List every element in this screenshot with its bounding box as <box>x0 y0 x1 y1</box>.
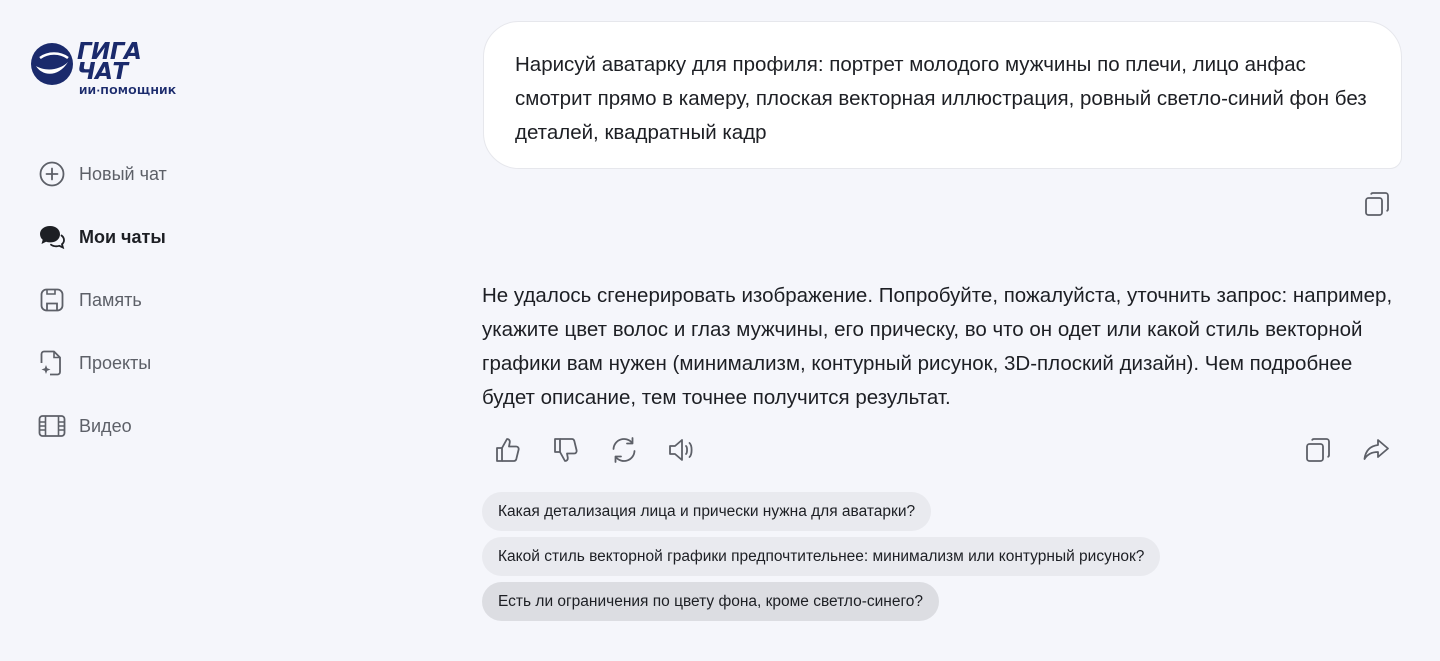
chat-bubbles-icon <box>38 223 66 251</box>
save-disk-icon <box>38 286 66 314</box>
sidebar-item-label: Видео <box>79 415 132 436</box>
user-message-text: Нарисуй аватарку для профиля: портрет молодого мужчины по плечи, лицо анфас смотрит прямо в камеру, плоская векторная иллюстрация, ровный светло-синий фон без деталей, квадратный кадр <box>515 53 1367 144</box>
user-message-bubble <box>483 21 1402 169</box>
share-button[interactable] <box>1360 434 1392 466</box>
suggestion-chip[interactable]: Есть ли ограничения по цвету фона, кроме светло-синего? <box>482 582 939 621</box>
suggestion-list <box>482 492 1160 627</box>
gigachat-logo[interactable] <box>30 40 175 102</box>
sidebar-item-projects[interactable] <box>38 344 278 382</box>
sidebar-nav <box>38 155 278 470</box>
film-icon <box>38 412 66 440</box>
share-icon <box>1361 435 1391 465</box>
document-sparkle-icon <box>38 349 66 377</box>
sidebar-item-video[interactable] <box>38 407 278 445</box>
copy-icon <box>1305 437 1331 463</box>
sidebar-item-label: Новый чат <box>79 163 167 184</box>
logo-circle-icon <box>30 42 74 86</box>
copy-user-message-button[interactable] <box>1364 191 1390 217</box>
sidebar-item-label: Проекты <box>79 352 152 373</box>
message-actions-right <box>1302 434 1392 466</box>
suggestion-chip[interactable]: Какой стиль векторной графики предпочтительнее: минимализм или контурный рисунок? <box>482 537 1160 576</box>
message-actions-left <box>492 434 724 466</box>
copy-icon <box>1364 191 1390 217</box>
speaker-icon <box>667 435 697 465</box>
sidebar-item-label: Память <box>79 289 142 310</box>
regenerate-button[interactable] <box>608 434 640 466</box>
plus-circle-icon <box>38 160 66 188</box>
logo-subtitle: ИИ·ПОМОЩНИК <box>79 86 177 97</box>
sidebar-item-label: Мои чаты <box>79 226 166 247</box>
copy-answer-button[interactable] <box>1302 434 1334 466</box>
sidebar-item-new-chat[interactable] <box>38 155 278 193</box>
read-aloud-button[interactable] <box>666 434 698 466</box>
sidebar-item-my-chats[interactable] <box>38 218 278 256</box>
regenerate-icon <box>609 435 639 465</box>
like-button[interactable] <box>492 434 524 466</box>
logo-word-top: ГИГА <box>77 39 142 65</box>
dislike-button[interactable] <box>550 434 582 466</box>
thumbs-down-icon <box>551 435 581 465</box>
thumbs-up-icon <box>493 435 523 465</box>
sidebar-item-memory[interactable] <box>38 281 278 319</box>
assistant-message-text: Не удалось сгенерировать изображение. Попробуйте, пожалуйста, уточнить запрос: например, укажите цвет волос и глаз мужчины, его прическу, во что он одет или какой стиль векторной графики вам нужен (минимализм, контурный рисунок, 3D-плоский дизайн). Чем подробнее будет описание, тем точнее получится результат. <box>482 284 1393 409</box>
suggestion-chip[interactable]: Какая детализация лица и прически нужна для аватарки? <box>482 492 931 531</box>
assistant-message <box>482 279 1402 415</box>
logo-word-bottom: ЧАТ <box>77 59 128 85</box>
